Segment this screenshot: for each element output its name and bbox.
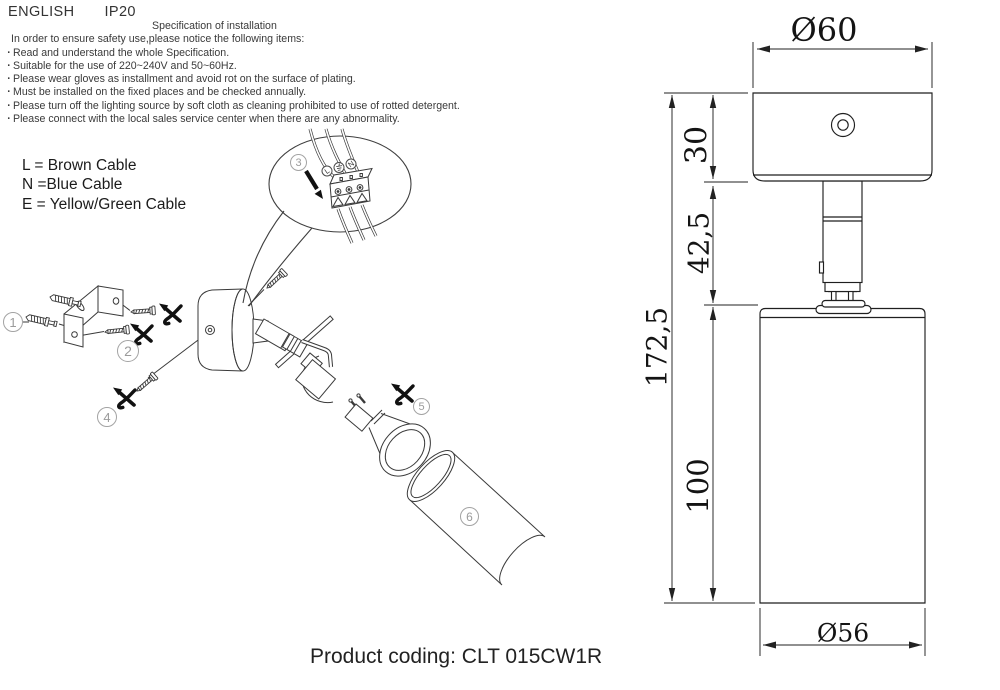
step-marker-3: 3	[290, 154, 307, 171]
exploded-assembly	[23, 268, 545, 585]
dim-canopy-height: 30	[679, 125, 715, 165]
language-label: ENGLISH	[8, 4, 75, 20]
wall-anchor-icon	[25, 313, 57, 328]
cable-legend	[22, 156, 186, 214]
product-coding	[310, 645, 602, 669]
rotate-screw-icon	[391, 384, 413, 404]
wire-label-live: L	[322, 166, 332, 176]
step-marker-5: 5	[413, 398, 430, 415]
rotate-screw-icon	[159, 304, 181, 324]
spec-item: · Must be installed on the fixed places and be checked annually.	[7, 86, 307, 99]
dim-top-diameter: Ø60	[790, 11, 858, 49]
sheet-header	[8, 4, 136, 20]
dim-overall-height: 172,5	[640, 306, 674, 388]
screw-icon	[131, 306, 156, 316]
spec-item: · Please turn off the lighting source by soft cloth as cleaning prohibited to use of rotted detergent.	[7, 99, 460, 112]
rotate-screw-icon	[113, 388, 135, 408]
spec-item: · Read and understand the whole Specification.	[7, 46, 230, 59]
step-marker-2: 2	[117, 340, 139, 362]
product-coding-value: CLT 015CW1R	[461, 645, 603, 668]
legend-earth: E = Yellow/Green Cable	[22, 195, 187, 213]
product-coding-label: Product coding:	[310, 645, 456, 668]
terminal-block	[330, 169, 372, 209]
wiring-detail-bubble	[243, 129, 411, 306]
step-marker-1: 1	[3, 312, 23, 332]
step-marker-4: 4	[97, 407, 117, 427]
screw-icon	[134, 372, 158, 395]
legend-live: L = Brown Cable	[22, 157, 137, 174]
canopy-exploded	[198, 289, 254, 371]
swivel-arm	[253, 316, 333, 368]
step-marker-6: 6	[460, 507, 479, 526]
spec-intro: In order to ensure safety use,please notice the following items:	[11, 33, 305, 46]
spec-item: · Please connect with the local sales service center when there are any abnormality.	[7, 113, 400, 126]
dim-stem-height: 42,5	[682, 211, 716, 275]
pointer-arrow-icon	[306, 171, 323, 199]
wire-label-neutral: N	[346, 158, 356, 170]
spec-item: · Please wear gloves as installment and avoid rot on the surface of plating.	[7, 73, 356, 86]
ip-rating: IP20	[104, 4, 136, 20]
spec-title: Specification of installation	[152, 20, 277, 32]
screw-icon	[105, 325, 130, 336]
legend-neutral: N =Blue Cable	[22, 176, 123, 194]
dim-body-diameter: Ø56	[816, 618, 870, 648]
spec-block	[5, 20, 545, 126]
spec-item: · Suitable for the use of 220~240V and 50~60Hz.	[7, 59, 237, 72]
mounting-bracket	[64, 286, 123, 347]
dim-body-height: 100	[681, 458, 715, 514]
